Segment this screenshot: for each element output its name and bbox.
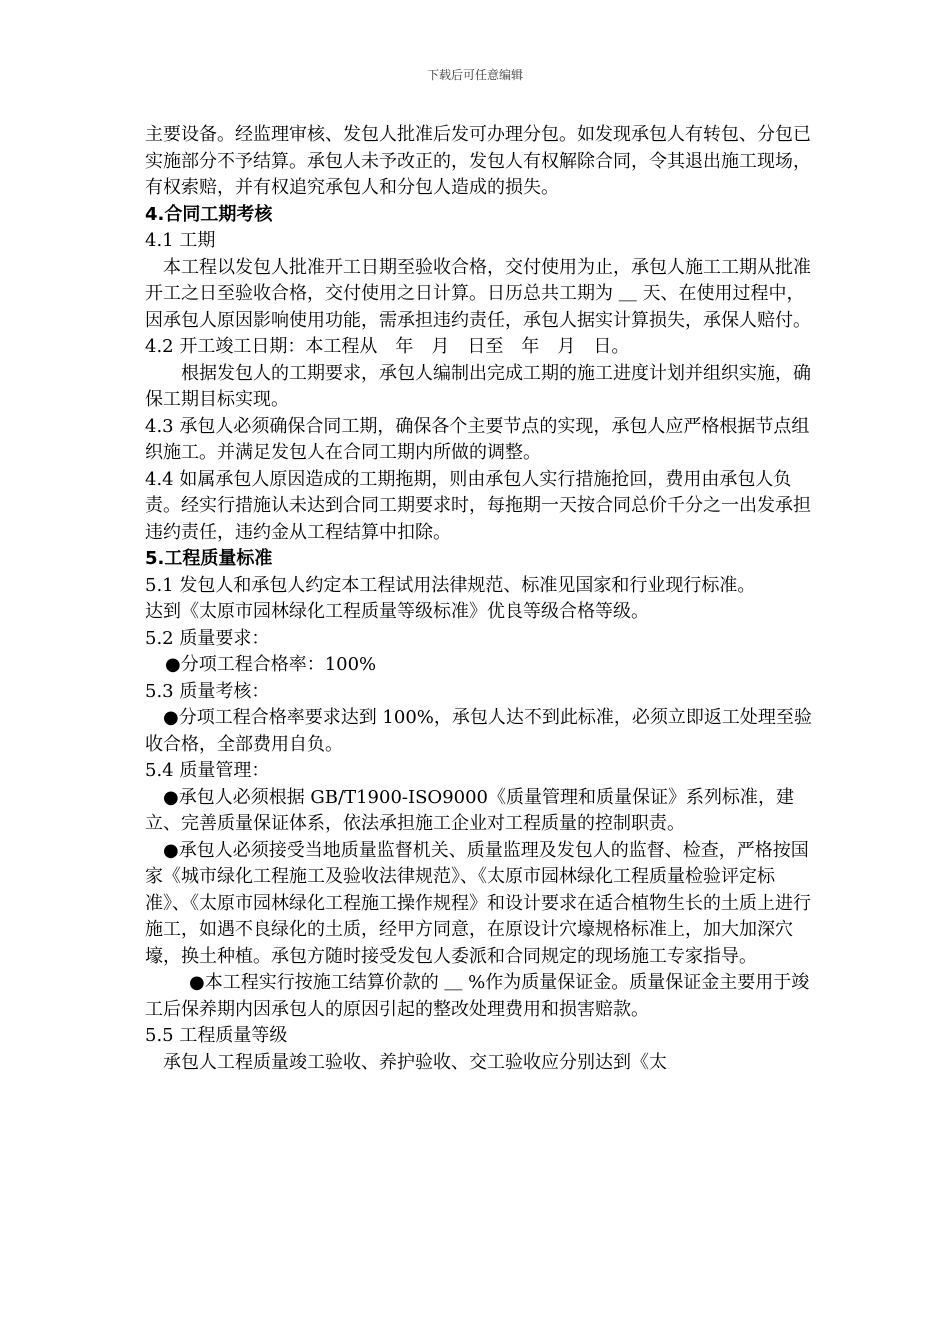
paragraph-subcontract-clause: 主要设备。经监理审核、发包人批准后发可办理分包。如发现承包人有转包、分包已实施部分不予结算。承包人未予改正的，发包人有权解除合同，令其退出施工现场，有权索赔，并有权追究承包人和分包人造成的损失。 xyxy=(145,124,811,198)
bullet-5-2: ●分项工程合格率：100% xyxy=(165,654,377,675)
paragraph-4-1-body: 本工程以发包人批准开工日期至验收合格，交付使用为止，承包人施工工期从批准开工之日至验收合格，交付使用之日计算。日历总共工期为 ＿ 天、在使用过程中，因承包人原因影响使用功能，需承担违约责任，承包人据实计算损失，承保人赔付。 xyxy=(145,256,811,331)
paragraph-4-2-body: 根据发包人的工期要求，承包人编制出完成工期的施工进度计划并组织实施，确保工期目标实现。 xyxy=(145,362,811,410)
subheading-4-1: 4.1 工期 xyxy=(145,230,216,251)
subheading-5-4: 5.4 质量管理： xyxy=(145,760,270,781)
page-header: 下载后可任意编辑 xyxy=(426,68,523,82)
bullet-5-4-warranty: ●本工程实行按施工结算价款的 ＿ %作为质量保证金。质量保证金主要用于竣工后保养期内因承包人的原因引起的整改处理费用和损害赔款。 xyxy=(145,972,810,1020)
section-heading-5: 5.工程质量标准 xyxy=(145,548,273,569)
bullet-5-4-supervision: ●承包人必须接受当地质量监督机关、质量监理及发包人的监督、检查，严格按国家《城市绿化工程施工及验收法律规范》、《太原市园林绿化工程质量检验评定标准》、《太原市园林绿化工程施工操作规程》和设计要求在适合植物生长的土质上进行施工，如遇不良绿化的土质，经甲方同意，在原设计穴壕规格标准上，加大加深穴壕，换土种植。承包方随时接受发包人委派和合同规定的现场施工专家指导。 xyxy=(145,839,811,967)
document-body xyxy=(145,122,813,1076)
section-heading-4: 4.合同工期考核 xyxy=(145,203,273,225)
subheading-5-3: 5.3 质量考核： xyxy=(145,680,270,702)
paragraph-4-2: 4.2 开工竣工日期：本工程从 年 月 日至 年 月 日。 xyxy=(145,336,630,357)
paragraph-5-5-body: 承包人工程质量竣工验收、养护验收、交工验收应分别达到《太 xyxy=(163,1051,667,1073)
paragraph-5-1: 5.1 发包人和承包人约定本工程试用法律规范、标准见国家和行业现行标准。 xyxy=(145,574,756,596)
subheading-5-5: 5.5 工程质量等级 xyxy=(145,1025,288,1046)
paragraph-4-4: 4.4 如属承包人原因造成的工期拖期，则由承包人实行措施抢回，费用由承包人负责。经实行措施认未达到合同工期要求时，每拖期一天按合同总价千分之一出发承担违约责任，违约金从工程结算中扣除。 xyxy=(145,468,811,543)
bullet-5-3: ●分项工程合格率要求达到 100%，承包人达不到此标准，必须立即返工处理至验收合格，全部费用自负。 xyxy=(145,707,812,755)
paragraph-4-3: 4.3 承包人必须确保合同工期，确保各个主要节点的实现，承包人应严格根据节点组织施工。并满足发包人在合同工期内所做的调整。 xyxy=(145,415,810,463)
bullet-5-4-standard: ●承包人必须根据 GB/T1900-ISO9000《质量管理和质量保证》系列标准，建立、完善质量保证体系，依法承担施工企业对工程质量的控制职责。 xyxy=(145,786,794,834)
paragraph-5-1-standard: 达到《太原市园林绿化工程质量等级标准》优良等级合格等级。 xyxy=(145,601,649,622)
subheading-5-2: 5.2 质量要求： xyxy=(145,627,270,649)
